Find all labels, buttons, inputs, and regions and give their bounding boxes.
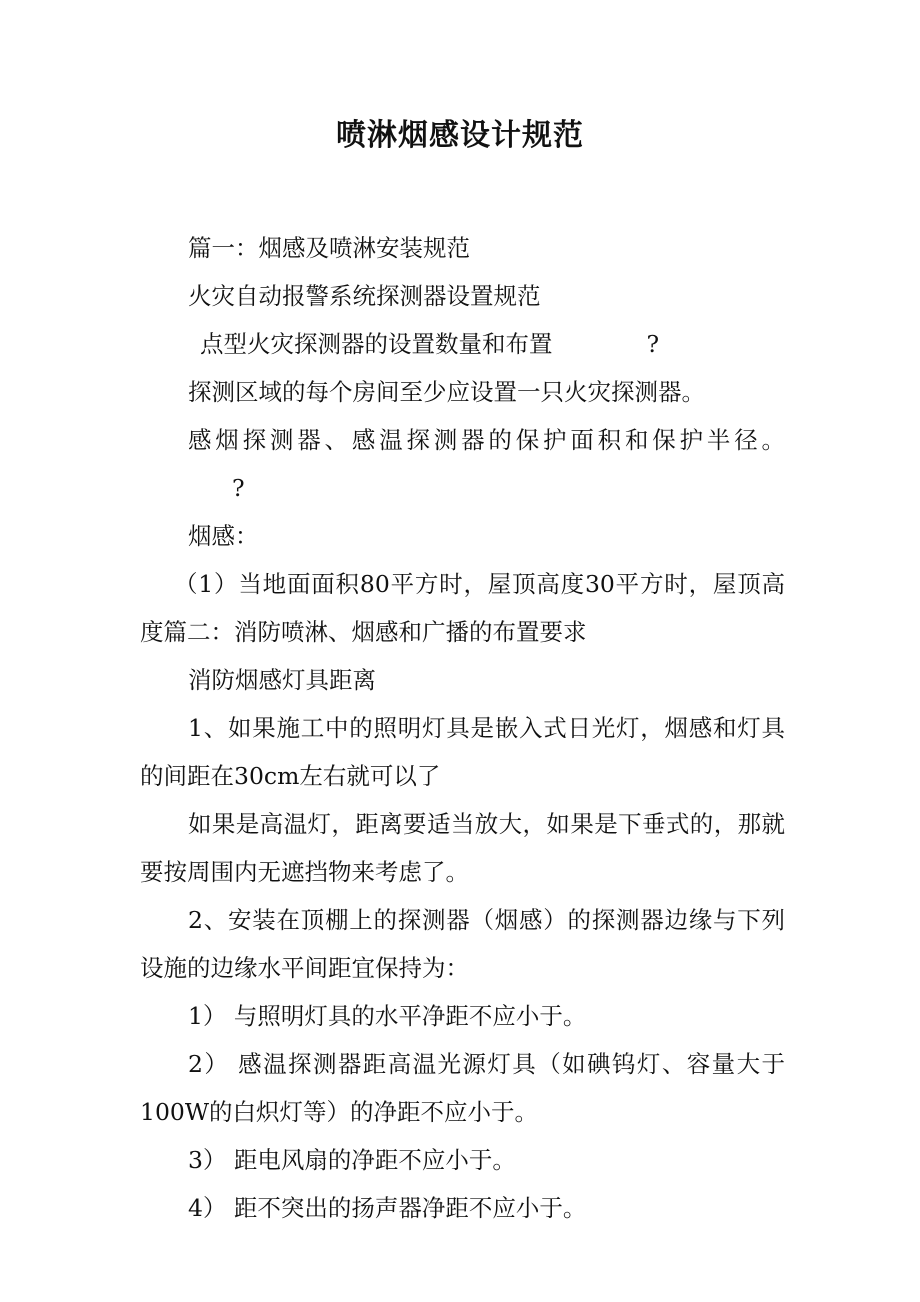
paragraph-rule-item-3: 3） 距电风扇的净距不应小于。 [188,1146,516,1174]
protection-radius-text: 感烟探测器、感温探测器的保护面积和保护半径。 [188,426,785,454]
paragraph-rule-item-4: 4） 距不突出的扬声器净距不应小于。 [188,1194,587,1222]
paragraph-recessed-lamp-rule: 1、如果施工中的照明灯具是嵌入式日光灯，烟感和灯具的间距在30cm左右就可以了 [140,714,785,790]
paragraph-floor-area-condition: （1）当地面面积80平方时，屋顶高度30平方时，屋顶高度篇二：消防喷淋、烟感和广播的布置要求 [140,570,785,646]
paragraph-room-requirement: 探测区域的每个房间至少应设置一只火灾探测器。 [188,378,705,406]
paragraph-ceiling-installation-rule: 2、安装在顶棚上的探测器（烟感）的探测器边缘与下列设施的边缘水平间距宜保持为： [140,906,785,982]
detector-layout-text: 点型火灾探测器的设置数量和布置 [200,330,553,358]
paragraph-rule-item-2: 2） 感温探测器距高温光源灯具（如碘钨灯、容量大于100W的白炽灯等）的净距不应小于。 [140,1050,785,1126]
paragraph-alarm-system-spec: 火灾自动报警系统探测器设置规范 [188,282,541,310]
paragraph-detector-layout [140,320,785,368]
document-body [140,224,785,1232]
paragraph-rule-item-1: 1） 与照明灯具的水平净距不应小于。 [188,1002,587,1030]
paragraph-high-temp-lamp-rule: 如果是高温灯，距离要适当放大，如果是下垂式的，那就要按周围内无遮挡物来考虑了。 [140,810,785,886]
paragraph-smoke-label: 烟感： [188,522,259,550]
document-title: 喷淋烟感设计规范 [336,118,584,153]
question-mark: ? [232,474,245,502]
paragraph-section-one-heading: 篇一：烟感及喷淋安装规范 [188,234,470,262]
paragraph-protection-radius [140,416,785,512]
question-mark: ? [646,330,660,358]
paragraph-lamp-distance-heading: 消防烟感灯具距离 [188,666,376,694]
